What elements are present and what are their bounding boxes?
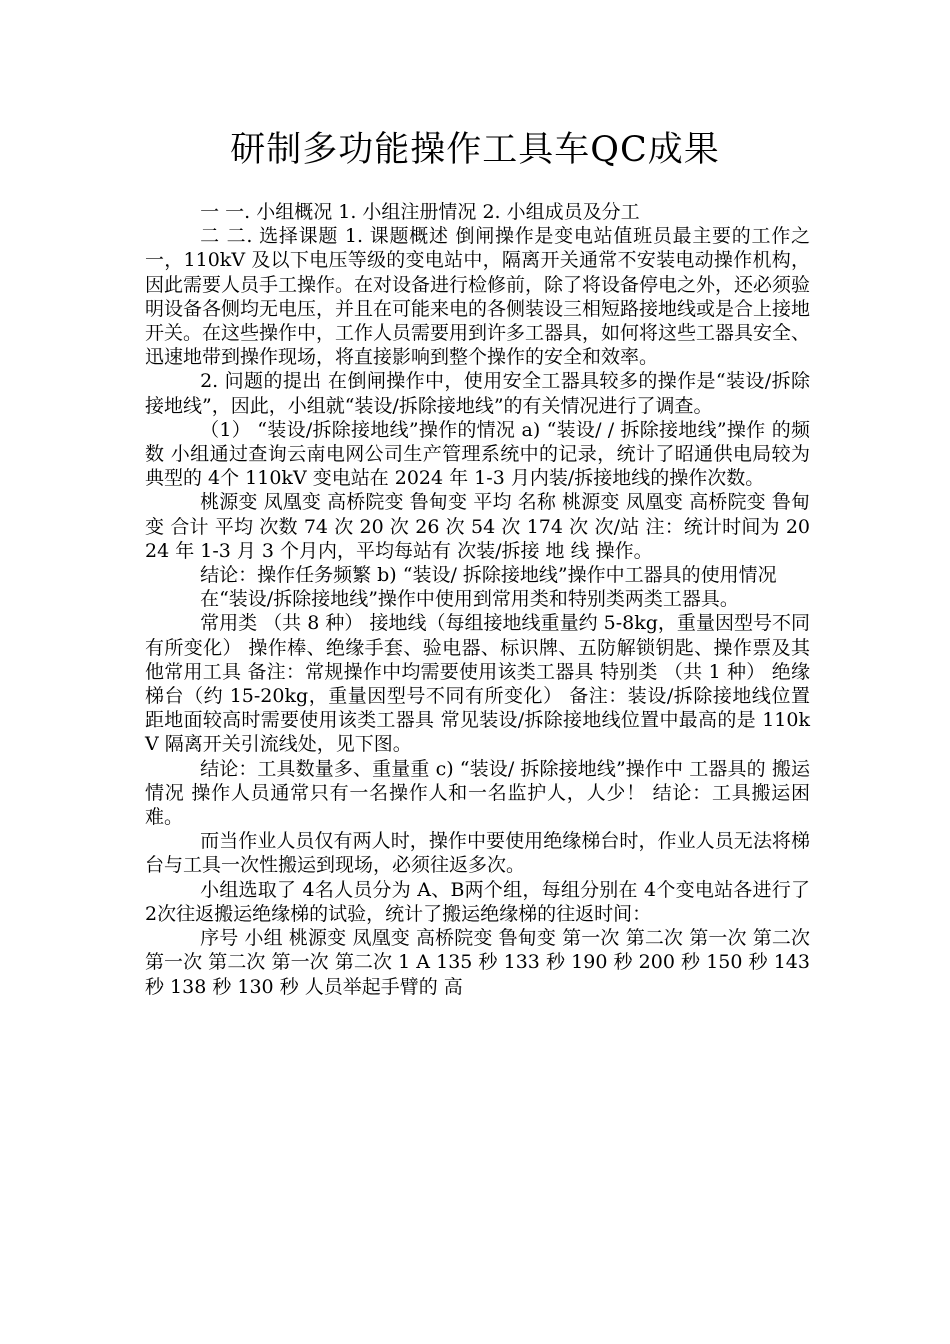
paragraph-trial-table: 序号 小组 桃源变 凤凰变 高桥院变 鲁甸变 第一次 第二次 第一次 第二次 第一次 第二次 第一次 第二次 1 A 135 秒 133 秒 190 秒 200 秒 150 秒 143 秒 138 秒 130 秒 人员举起手臂的 高 <box>145 927 810 998</box>
paragraph-operation-frequency: （1） “装设/拆除接地线”操作的情况 a) “装设/ / 拆除接地线”操作 的频数 小组通过查询云南电网公司生产管理系统中的记录，统计了昭通供电局较为典型的 4个 110kV 变电站在 2024 年 1-3 月内装/拆接地线的操作次数。 <box>145 418 810 490</box>
paragraph-conclusion-heavy: 结论：工具数量多、重量重 c) “装设/ 拆除接地线”操作中 工器具的 搬运情况 操作人员通常只有一名操作人和一名监护人，人少！ 结论：工具搬运困难。 <box>145 757 810 829</box>
paragraph-group-overview: 一 一. 小组概况 1. 小组注册情况 2. 小组成员及分工 <box>200 201 640 223</box>
paragraph-trial-setup: 小组选取了 4名人员分为 A、B两个组，每组分别在 4个变电站各进行了 2次往返搬运绝缘梯的试验，统计了搬运绝缘梯的往返时间： <box>145 878 810 925</box>
paragraph-topic-selection: 二 二. 选择课题 1. 课题概述 倒闸操作是变电站值班员最主要的工作之一，110kV 及以下电压等级的变电站中，隔离开关通常不安装电动操作机构，因此需要人员手工操作。在对设备进行检修前，除了将设备停电之外，还必须验明设备各侧均无电压，并且在可能来电的各侧装设三相短路接地线或是合上接地开关。在这些操作中，工作人员需要用到许多工器具，如何将这些工器具安全、迅速地带到操作现场，将直接影响到整个操作的安全和效率。 <box>145 225 811 369</box>
paragraph-two-operators: 而当作业人员仅有两人时，操作中要使用绝缘梯台时，作业人员无法将梯台与工具一次性搬运到现场，必须往返多次。 <box>145 830 810 877</box>
paragraph-tool-categories: 在“装设/拆除接地线”操作中使用到常用类和特别类两类工器具。 <box>200 588 739 611</box>
paragraph-conclusion-frequent: 结论：操作任务频繁 b) “装设/ 拆除接地线”操作中工器具的使用情况 <box>200 564 777 587</box>
document-title: 研制多功能操作工具车QC成果 <box>230 130 720 170</box>
paragraph-problem-statement: 2. 问题的提出 在倒闸操作中，使用安全工器具较多的操作是“装设/拆除接地线”，因此，小组就“装设/拆除接地线”的有关情况进行了调查。 <box>145 370 810 417</box>
paragraph-frequency-stats: 桃源变 凤凰变 高桥院变 鲁甸变 平均 名称 桃源变 凤凰变 高桥院变 鲁甸变 合计 平均 次数 74 次 20 次 26 次 54 次 174 次 次/站 注：统计时间为 2024 年 1-3 月 3 个月内，平均每站有 次装/拆接 地 线 操作。 <box>145 491 810 562</box>
paragraph-tool-details: 常用类 （共 8 种） 接地线（每组接地线重量约 5-8kg，重量因型号不同有所变化） 操作棒、绝缘手套、验电器、标识牌、五防解锁钥匙、操作票及其他常用工具 备注：常规操作中均需要使用该类工器具 特别类 （共 1 种） 绝缘梯台（约 15-20kg，重量因型号不同有所变化） 备注：装设/拆除接地线位置距地面较高时需要使用该类工器具 常见装设/拆除接地线位置中最高的是 110kV 隔离开关引流线处，见下图。 <box>145 612 810 756</box>
document-body <box>145 200 810 999</box>
